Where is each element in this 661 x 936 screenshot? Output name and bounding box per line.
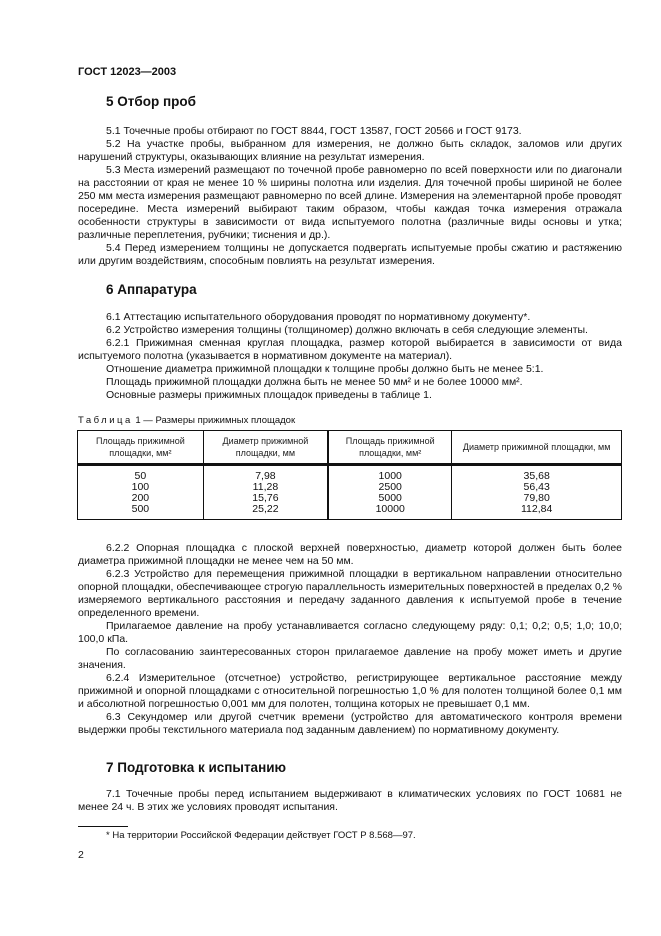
- paragraph-table-ref: Основные размеры прижимных площадок приведены в таблице 1.: [106, 389, 432, 401]
- section-5-heading: 5 Отбор проб: [106, 94, 196, 109]
- paragraph-6-2: 6.2 Устройство измерения толщины (толщиномер) должно включать в себя следующие элементы.: [106, 324, 588, 336]
- paragraph-6-2-1: 6.2.1 Прижимная сменная круглая площадка, размер которой выбирается в зависимости от вида испытуемого полотна (указывается в нормативном документе на материал).: [78, 337, 622, 362]
- paragraph-5-1: 5.1 Точечные пробы отбирают по ГОСТ 8844, ГОСТ 13587, ГОСТ 20566 и ГОСТ 9173.: [106, 125, 522, 137]
- table-cell: 50: [78, 465, 204, 483]
- paragraph-6-3: 6.3 Секундомер или другой счетчик времени (устройство для автоматического контроля времени выдержки пробы текстильного материала под заданным давлением) по нормативному документу.: [78, 711, 622, 736]
- paragraph-agreement: По согласованию заинтересованных сторон прилагаемое давление на пробу может иметь и другие значения.: [78, 646, 622, 671]
- paragraph-area: Площадь прижимной площадки должна быть не менее 50 мм² и не более 10000 мм².: [106, 376, 523, 388]
- table-cell: 56,43: [452, 482, 622, 493]
- footnote-divider: [78, 826, 128, 827]
- table-cell: 112,84: [452, 504, 622, 520]
- table-caption: [78, 415, 295, 426]
- document-header: ГОСТ 12023—2003: [78, 66, 177, 78]
- table-caption-label: Таблица: [78, 415, 133, 426]
- section-7-body: [78, 788, 622, 814]
- table-cell: 25,22: [203, 504, 328, 520]
- table-row: [78, 504, 622, 520]
- table-cell: 1000: [328, 465, 452, 483]
- table-header-area-2: Площадь прижимной площадки, мм²: [328, 431, 452, 465]
- table-caption-text: 1 — Размеры прижимных площадок: [132, 415, 296, 426]
- table-cell: 11,28: [203, 482, 328, 493]
- footnote: * На территории Российской Федерации действует ГОСТ Р 8.568—97.: [106, 830, 416, 841]
- table-cell: 35,68: [452, 465, 622, 483]
- table-cell: 10000: [328, 504, 452, 520]
- section-6-body-continued: [78, 542, 622, 737]
- paragraph-5-4: 5.4 Перед измерением толщины не допускается подвергать испытуемые пробы сжатию и растяжению или другим воздействиям, способным повлиять на результат измерения.: [78, 242, 622, 267]
- section-6-heading: 6 Аппаратура: [106, 282, 197, 297]
- table-cell: 100: [78, 482, 204, 493]
- page-number: 2: [78, 849, 84, 861]
- paragraph-7-1: 7.1 Точечные пробы перед испытанием выдерживают в климатических условиях по ГОСТ 10681 не менее 24 ч. В этих же условиях проводят испытания.: [78, 788, 622, 813]
- paragraph-6-2-4: 6.2.4 Измерительное (отсчетное) устройство, регистрирующее вертикальное расстояние между прижимной и опорной площадками с относительной погрешностью 1,0 % для полотен толщиной более 0,1 мм и абсолютной погрешностью 0,001 мм для полотен, толщина которых не превышает 0,1 мм.: [78, 672, 622, 710]
- table-header-diameter-1: Диаметр прижимной площадки, мм: [203, 431, 328, 465]
- table-header-diameter-2: Диаметр прижимной площадки, мм: [452, 431, 622, 465]
- paragraph-pressure: Прилагаемое давление на пробу устанавливается согласно следующему ряду: 0,1; 0,2; 0,5; 1,0; 10,0; 100,0 кПа.: [78, 620, 622, 645]
- table-cell: 5000: [328, 493, 452, 504]
- table-pressure-foot-sizes: [77, 430, 622, 520]
- paragraph-6-2-2: 6.2.2 Опорная площадка с плоской верхней поверхностью, диаметр которой должен быть более диаметра прижимной площадки не менее чем на 50 мм.: [78, 542, 622, 567]
- paragraph-5-3: 5.3 Места измерений размещают по точечной пробе равномерно по всей поверхности или по диагонали на расстоянии от края не менее 10 % ширины полотна или изделия. Для точечной пробы шириной не более 250 мм места измерения размещают равномерно по всей длине. Измерения на элементарной пробе проводят посередине. Места измерений выбирают таким образом, чтобы каждая точка измерения отражала особенности структуры в зависимости от вида испытуемого полотна (различные виды основы и утка; различные переплетения, рубчики; тиснения и др.).: [78, 164, 622, 241]
- paragraph-6-2-3: 6.2.3 Устройство для перемещения прижимной площадки в вертикальном направлении относительно опорной площадки, обеспечивающее строгую параллельность измерительных поверхностей в пределах 0,2 % измеряемого вертикального расстояния и передачу заданного давления к испытуемой пробе в течение определенного времени.: [78, 568, 622, 619]
- paragraph-ratio: Отношение диаметра прижимной площадки к толщине пробы должно быть не менее 5:1.: [106, 363, 544, 375]
- section-7-heading: 7 Подготовка к испытанию: [106, 760, 287, 775]
- table-cell: 200: [78, 493, 204, 504]
- section-5-body: [78, 125, 622, 268]
- paragraph-5-2: 5.2 На участке пробы, выбранном для измерения, не должно быть складок, заломов или других нарушений структуры, оказывающих влияние на результат измерения.: [78, 138, 622, 163]
- paragraph-6-1: 6.1 Аттестацию испытательного оборудования проводят по нормативному документу*.: [106, 311, 531, 323]
- table-row: [78, 465, 622, 483]
- table-cell: 2500: [328, 482, 452, 493]
- table-cell: 15,76: [203, 493, 328, 504]
- table-cell: 500: [78, 504, 204, 520]
- table-header-area-1: Площадь прижимной площадки, мм²: [78, 431, 204, 465]
- table-cell: 79,80: [452, 493, 622, 504]
- section-6-body: [78, 311, 622, 402]
- table-cell: 7,98: [203, 465, 328, 483]
